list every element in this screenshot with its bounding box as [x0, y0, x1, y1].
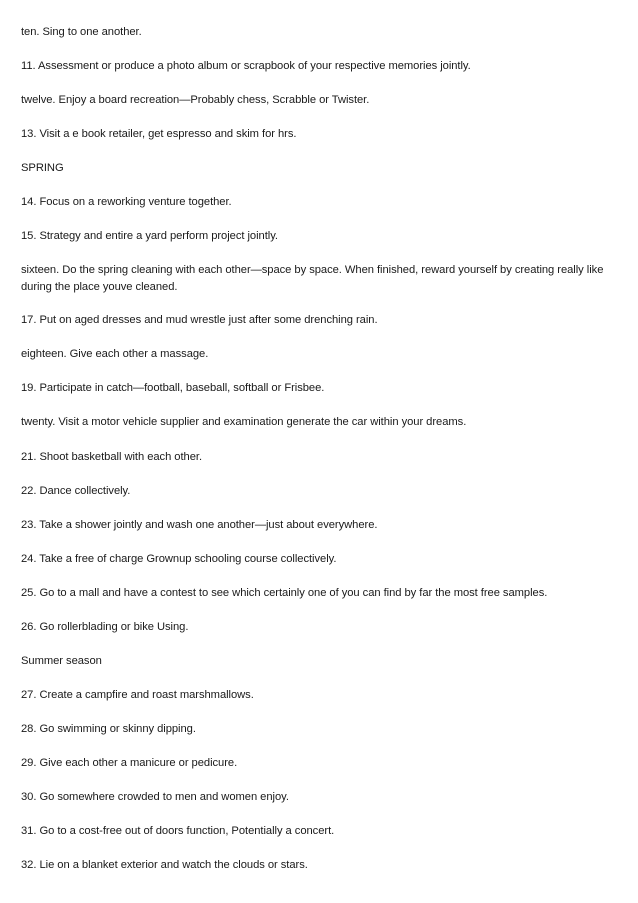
paragraph-item-11: 11. Assessment or produce a photo album or scrapbook of your respective memories jointly. — [21, 60, 471, 72]
paragraph-item-28: 28. Go swimming or skinny dipping. — [21, 723, 196, 735]
paragraph-item-15: 15. Strategy and entire a yard perform project jointly. — [21, 230, 278, 242]
paragraph-item-24: 24. Take a free of charge Grownup schooling course collectively. — [21, 553, 337, 565]
paragraph-item-13: 13. Visit a e book retailer, get espresso and skim for hrs. — [21, 128, 297, 140]
paragraph-item-22: 22. Dance collectively. — [21, 485, 131, 497]
paragraph-item-17: 17. Put on aged dresses and mud wrestle just after some drenching rain. — [21, 314, 378, 326]
paragraph-item-26: 26. Go rollerblading or bike Using. — [21, 621, 189, 633]
paragraph-item-20: twenty. Visit a motor vehicle supplier and examination generate the car within your dreams. — [21, 416, 467, 428]
paragraph-item-30: 30. Go somewhere crowded to men and women enjoy. — [21, 791, 289, 803]
paragraph-item-25: 25. Go to a mall and have a contest to see which certainly one of you can find by far the most free samples. — [21, 587, 548, 599]
paragraph-item-29: 29. Give each other a manicure or pedicure. — [21, 757, 238, 769]
paragraph-item-18: eighteen. Give each other a massage. — [21, 348, 209, 360]
paragraph-item-23: 23. Take a shower jointly and wash one another—just about everywhere. — [21, 519, 378, 531]
section-heading-summer: Summer season — [21, 655, 102, 667]
paragraph-item-19: 19. Participate in catch—football, baseball, softball or Frisbee. — [21, 382, 325, 394]
paragraph-item-21: 21. Shoot basketball with each other. — [21, 451, 203, 463]
paragraph-item-10: ten. Sing to one another. — [21, 26, 142, 38]
paragraph-item-31: 31. Go to a cost-free out of doors function, Potentially a concert. — [21, 825, 335, 837]
paragraph-item-16: sixteen. Do the spring cleaning with each other—space by space. When finished, reward yourself by creating really like during the place youve cleaned. — [21, 264, 604, 293]
section-heading-spring: SPRING — [21, 162, 64, 174]
paragraph-item-14: 14. Focus on a reworking venture together. — [21, 196, 232, 208]
paragraph-item-12: twelve. Enjoy a board recreation—Probably chess, Scrabble or Twister. — [21, 94, 370, 106]
paragraph-item-32: 32. Lie on a blanket exterior and watch the clouds or stars. — [21, 859, 308, 871]
paragraph-item-27: 27. Create a campfire and roast marshmallows. — [21, 689, 254, 701]
